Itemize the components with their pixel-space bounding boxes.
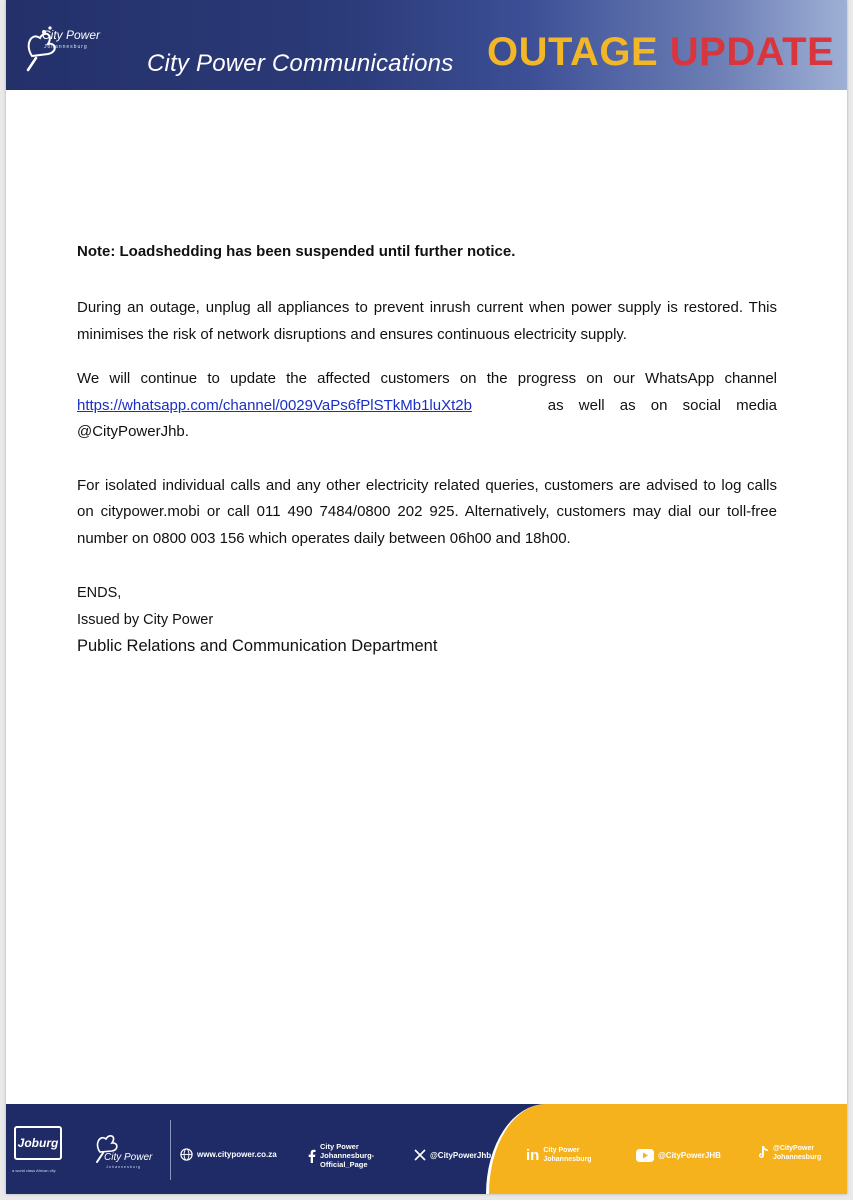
website-text: www.citypower.co.za: [197, 1150, 277, 1159]
footer-city-power-sub: Johannesburg: [106, 1164, 141, 1169]
header-banner: [6, 0, 847, 90]
document-page: [6, 0, 847, 1194]
outage-update-banner: [487, 30, 834, 75]
linkedin-line1: City Power: [543, 1147, 580, 1154]
facebook-icon: [308, 1149, 316, 1163]
tiktok-line2: Johannesburg: [773, 1154, 822, 1161]
facebook-line1: City Power: [320, 1142, 359, 1151]
tiktok-text: [773, 1144, 821, 1162]
x-handle-text: @CityPowerJhb: [430, 1150, 492, 1160]
tiktok-line1: @CityPower: [773, 1145, 815, 1152]
x-icon: [414, 1149, 426, 1161]
whatsapp-paragraph: [77, 366, 777, 446]
joburg-tagline: a world class African city: [12, 1168, 56, 1173]
issued-by-line: Issued by City Power: [77, 612, 214, 628]
footer-tiktok[interactable]: [758, 1144, 821, 1162]
banner-update-word: UPDATE: [669, 30, 835, 74]
footer-youtube[interactable]: [636, 1149, 721, 1162]
whatsapp-channel-link[interactable]: https://whatsapp.com/channel/0029VaPs6fPlSTkMb1luXt2b: [77, 396, 472, 414]
facebook-text: [320, 1142, 374, 1169]
banner-outage-word: OUTAGE: [487, 30, 659, 74]
whatsapp-paragraph-suffix: as well as on social media @CityPowerJhb.: [77, 396, 777, 440]
queries-paragraph: For isolated individual calls and any other electricity related queries, customers are advised to log calls on citypower.mobi or call 011 490 7484/0800 202 925. Alternatively, customers may dial our toll-free number on 0800 003 156 which operates daily between 06h00 and 18h00.: [77, 476, 777, 547]
footer-linkedin[interactable]: [526, 1146, 592, 1164]
footer-x[interactable]: [414, 1149, 491, 1161]
youtube-icon: [636, 1149, 654, 1162]
facebook-line3: Official_Page: [320, 1160, 368, 1169]
footer-banner: [6, 1104, 847, 1194]
linkedin-line2: Johannesburg: [543, 1156, 592, 1163]
linkedin-icon: in: [526, 1146, 540, 1164]
tiktok-icon: [758, 1146, 769, 1160]
header-logo-name: City Power: [42, 28, 101, 42]
unplug-paragraph: During an outage, unplug all appliances to prevent inrush current when power supply is restored. This minimises the risk of network disruptions and ensures continuous electricity supply.: [77, 299, 777, 343]
facebook-line2: Johannesburg-: [320, 1151, 375, 1160]
footer-facebook[interactable]: [308, 1142, 374, 1169]
footer-city-power-name: City Power: [104, 1152, 153, 1163]
header-logo-sub: Johannesburg: [44, 44, 88, 50]
ends-line: ENDS,: [77, 585, 122, 601]
joburg-logo: Joburg: [14, 1126, 62, 1160]
footer-website[interactable]: [180, 1148, 277, 1161]
department-line: Public Relations and Communication Department: [77, 637, 438, 655]
footer-divider: [170, 1120, 171, 1180]
statement-body: [77, 240, 777, 659]
linkedin-text: [543, 1146, 591, 1164]
loadshedding-note: Note: Loadshedding has been suspended until further notice.: [77, 243, 516, 260]
globe-icon: [180, 1148, 193, 1161]
whatsapp-paragraph-prefix: We will continue to update the affected customers on the progress on our WhatsApp channel: [77, 370, 777, 387]
youtube-text: @CityPowerJHB: [658, 1151, 721, 1160]
header-title: City Power Communications: [147, 50, 454, 77]
